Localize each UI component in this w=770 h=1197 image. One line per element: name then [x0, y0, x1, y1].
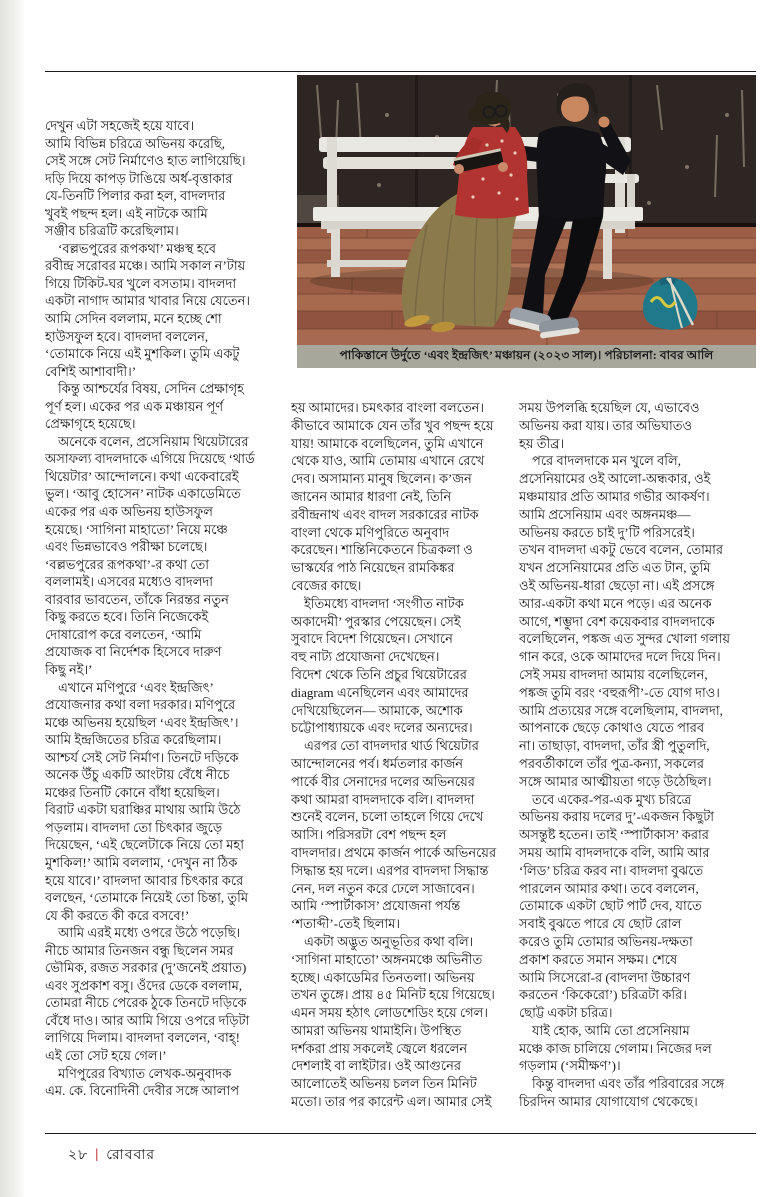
text-line: আমি প্রসেনিয়াম এবং অঙ্গনমঞ্চ— — [519, 506, 691, 522]
text-line: এবং সুপ্রকাশ বসু। ওঁদের ডেকে বললাম, — [45, 977, 243, 993]
text-line: দর্শকরা প্রায় সকলেই জ্বেলে ধরলেন — [291, 1040, 468, 1056]
text-line: ‘শতাব্দী’-তেই ছিলাম। — [291, 916, 401, 932]
text-line: এমন সময় হঠাৎ লোডশেডিং হয়ে গেল। — [291, 1005, 489, 1021]
text-line: কীভাবে আমাকে যেন তাঁর খুব পছন্দ হয়ে — [291, 417, 494, 433]
text-line: আশ্চর্য সেই সেট নির্মাণ। তিনটে দড়িকে — [45, 749, 239, 765]
text-line: এম. কে. বিনোদিনী দেবীর সঙ্গে আলাপ — [45, 1083, 240, 1099]
text-line: পঙ্কজ তুমি বরং ‘বহুরূপী’-তে যোগ দাও। — [519, 684, 720, 700]
text-line: গড়লাম (‘সমীক্ষণ’)। — [519, 1058, 621, 1074]
text-line: কথা আমরা বাদলদাকে বলি। বাদলদা — [291, 791, 475, 807]
article-column-3 — [519, 399, 754, 1117]
text-line: বারবার ভাবতেন, তাঁকে নিরন্তর নতুন — [45, 591, 229, 607]
text-line: সঙ্গে আমার আত্মীয়তা গড়ে উঠেছিল। — [519, 773, 712, 789]
text-line: এবং ভিন্নভাবেও পরীক্ষা চলেছে। — [45, 539, 208, 555]
text-line: ভাস্কর্যের পাঠ নিয়েছেন রামকিঙ্কর — [291, 560, 455, 576]
text-line: আমি ‘স্পার্টাকাস’ প্রযোজনা পর্যন্ত — [291, 898, 461, 914]
text-line: করতেন ‘কিকেরো’) চরিত্রটা করি। — [519, 987, 687, 1003]
text-line: দেব। অসামান্য মানুষ ছিলেন। ক’জন — [291, 471, 472, 487]
text-line: তবে একের-পর-এক মুখ্য চরিত্রে — [519, 791, 692, 807]
text-line: বিদেশ থেকে তিনি প্রচুর থিয়েটারের — [291, 666, 467, 682]
footer-divider-rule — [45, 1133, 756, 1134]
text-line: কিন্তু বাদলদা এবং তাঁর পরিবারের সঙ্গে — [519, 1076, 725, 1092]
text-line: একটা অদ্ভুত অনুভূতির কথা বলি। — [291, 933, 474, 949]
text-line: বলেছিলেন, পঙ্কজ এত সুন্দর খোলা গলায় — [519, 631, 730, 647]
text-line: মঞ্চে কাজ চালিয়ে গেলাম। নিজের দল — [519, 1040, 712, 1056]
text-line: সেই সময় বাদলদা আমায় বলেছিলেন, — [519, 666, 708, 682]
text-line: বেশিই আশাবাদী।’ — [45, 363, 137, 379]
text-line: পারলেন আমার কথা। তবে বললেন, — [519, 880, 699, 896]
top-divider-rule — [45, 71, 756, 72]
text-line: বেজের কাছে। — [291, 577, 362, 593]
text-line: মতো। তার পর কারেন্ট এল। আমার সেই — [291, 1094, 492, 1110]
text-line: দড়ি দিয়ে কাপড় টাঙিয়ে অর্ধ-বৃত্তাকার — [45, 170, 233, 186]
text-line: সেই সঙ্গে সেট নির্মাণেও হাত লাগিয়েছি। — [45, 153, 246, 169]
text-line: ওই অভিনয়-ধারা ছেড়ো না। এই প্রসঙ্গে — [519, 577, 715, 593]
text-line: হয় তীব্র। — [519, 435, 565, 451]
text-line: চট্টোপাধ্যায়কে এবং দলের অন্যদের। — [291, 720, 473, 736]
text-line: দোষারোপ করে বলতেন, ‘আমি — [45, 626, 202, 642]
text-line: এই তো সেট হয়ে গেল।’ — [45, 1047, 167, 1063]
footer-separator: | — [95, 1147, 100, 1162]
text-line: পরে বাদলদাকে মন খুলে বলি, — [519, 453, 681, 469]
text-line: সিদ্ধান্ত হয় দলে। এরপর বাদলদা সিদ্ধান্ত — [291, 862, 489, 878]
text-line: অসাফল্য বাদলদাকে এগিয়ে দিয়েছে ‘থার্ড — [45, 451, 255, 467]
text-line: আমি সেদিন বললাম, মনে হচ্ছে শো — [45, 311, 222, 327]
text-line: সময় আমি বাদলদাকে বলি, আমি আর — [519, 844, 710, 860]
text-line: অভিনয় করায় দলের দু’-একজন কিছুটা — [519, 809, 715, 825]
text-line: করেছেন। শান্তিনিকেতনে চিত্রকলা ও — [291, 542, 473, 558]
text-line: হচ্ছে। একাডেমির তিনতলা। অভিনয় — [291, 969, 475, 985]
text-line: আপনাকে ছেড়ে কোথাও যেতে পারব — [519, 720, 705, 736]
text-line: জানেন আমার ধারণা নেই, তিনি — [291, 488, 452, 504]
text-line: যে কী করতে কী করে বসবে!’ — [45, 907, 190, 923]
text-line: যখন প্রসেনিয়ামের প্রতি এত টান, তুমি — [519, 560, 711, 576]
text-line: মুশকিল!’ আমি বললাম, ‘দেখুন না ঠিক — [45, 854, 238, 870]
text-line: আমরা অভিনয় থামাইনি। উপস্থিত — [291, 1022, 462, 1038]
text-line: পরবর্তীকালে তাঁর পুত্র-কন্যা, সকলের — [519, 755, 704, 771]
text-line: বাদলদার। প্রথমে কার্জন পার্কে অভিনয়ের — [291, 844, 497, 860]
text-line: তখন তুঙ্গে। প্রায় ৪৫ মিনিট হয়ে গিয়েছে। — [291, 987, 495, 1003]
text-line: গিয়ে টিকিট-ঘর খুলে বসতাম। বাদলদা — [45, 275, 237, 291]
text-line: প্রকাশ করতে সমান সক্ষম। শেষে — [519, 951, 678, 967]
text-line: হয়েছে। ‘সাগিনা মাহাতো’ নিয়ে মঞ্চে — [45, 521, 228, 537]
article-column-2 — [291, 399, 518, 1117]
text-line: রবীন্দ্রনাথ এবং বাদল সরকারের নাটক — [291, 506, 479, 522]
text-line: আগে, শম্ভুদা বেশ কয়েকবার বাদলদাকে — [519, 613, 715, 629]
text-line: মণিপুরের বিখ্যাত লেখক-অনুবাদক — [45, 1065, 232, 1081]
text-line: ‘বল্লভপুরের রূপকথা’-র কথা তো — [45, 556, 210, 572]
text-line: তখন বাদলদা একটু ভেবে বলেন, তোমার — [519, 542, 724, 558]
text-line: আমি সিসেরো-র (বাদলদা উচ্চারণ — [519, 969, 691, 985]
text-line: তোমাকে একটা ছোট পার্ট দেব, যাতে — [519, 898, 702, 914]
text-line: এখানে মণিপুরে ‘এবং ইন্দ্রজিৎ’ — [45, 679, 214, 695]
text-line: অসন্তুষ্ট হতেন। তাই ‘স্পার্টাকাস’ করার — [519, 827, 709, 843]
text-line: করেও তুমি তোমার অভিনয়-দক্ষতা — [519, 933, 693, 949]
scanned-page-edge — [0, 0, 26, 1197]
text-line: খুবই পছন্দ হল। এই নাটকে আমি — [45, 205, 208, 221]
text-line: পড়লাম। বাদলদা তো চিৎকার জুড়ে — [45, 819, 223, 835]
magazine-title: রোববার — [106, 1148, 156, 1163]
text-line: ভুল। ‘আবু হোসেন’ নাটক একাডেমিতে — [45, 486, 241, 502]
text-line: একের পর এক অভিনয় হাউসফুল — [45, 504, 213, 520]
text-line: আসি। পরিসরটা বেশ পছন্দ হল — [291, 827, 447, 843]
text-line: রবীন্দ্র সরোবর মঞ্চে। আমি সকাল ন’টায় — [45, 258, 246, 274]
text-line: আমি এরই মধ্যে ওপরে উঠে পড়েছি। — [45, 925, 241, 941]
text-line: অনেকে বলেন, প্রসেনিয়াম থিয়েটারের — [45, 433, 249, 449]
text-line: ‘বল্লভপুরের রূপকথা’ মঞ্চস্থ হবে — [45, 240, 217, 256]
page-footer — [68, 1143, 155, 1167]
text-line: সঞ্জীব চরিত্রটি করেছিলাম। — [45, 223, 179, 239]
article-column-1 — [45, 117, 288, 1112]
text-line: আমি বিভিন্ন চরিত্রে অভিনয় করেছি, — [45, 135, 225, 151]
photo-caption — [297, 345, 756, 368]
text-line: দিয়েছেন, ‘এই ছেলেটাকে নিয়ে তো মহা — [45, 837, 244, 853]
text-line: diagram এনেছিলেন এবং আমাদের — [291, 684, 469, 700]
text-line: অকাদেমী’ পুরস্কার পেয়েছেন। সেই — [291, 613, 461, 629]
text-line: বাংলা থেকে মণিপুরিতে অনুবাদ — [291, 524, 450, 540]
text-line: নেন, দল নতুন করে ঢেলে সাজাবেন। — [291, 880, 475, 896]
text-line: বহু নাট্য প্রযোজনা দেখেছেন। — [291, 649, 440, 665]
text-line: কিন্তু আশ্চর্যের বিষয়, সেদিন প্রেক্ষাগৃহ — [45, 381, 244, 397]
text-line: আর-একটা কথা মনে পড়ে। এর অনেক — [519, 595, 712, 611]
text-line: নীচে আমার তিনজন বন্ধু ছিলেন সমর — [45, 942, 234, 958]
text-line: বিরাট একটা ঘরাঞ্চির মাথায় আমি উঠে — [45, 802, 241, 818]
text-line: আলোতেই অভিনয় চলল তিন মিনিট — [291, 1076, 477, 1092]
text-line: বললামই। এসবের মধ্যেও বাদলদা — [45, 574, 214, 590]
text-line: যে-তিনটি পিলার করা হল, বাদলদার — [45, 188, 226, 204]
text-line: হাউসফুল হবে। বাদলদা বললেন, — [45, 328, 209, 344]
text-line: কিছু করতে হবে। তিনি নিজেকেই — [45, 609, 209, 625]
text-line: অনেক উঁচু একটি আংটায় বেঁধে নীচে — [45, 767, 230, 783]
text-line: হয় আমাদের। চমৎকার বাংলা বলতেন। — [291, 400, 485, 415]
text-line: দেখিয়েছিলেন— আমাকে, অশোক — [291, 702, 463, 718]
text-line: শুনেই বলেন, চলো তাহলে গিয়ে দেখে — [291, 809, 484, 825]
text-line: কিছু নই।’ — [45, 661, 93, 677]
text-line: আমি ইন্দ্রজিতের চরিত্র করেছিলাম। — [45, 732, 222, 748]
stage-photo — [297, 75, 756, 345]
text-line: পূর্ণ হল। একের পর এক মঞ্চায়ন পূর্ণ — [45, 398, 224, 414]
text-line: চিরদিন আমার যোগাযোগ থেকেছে। — [519, 1094, 698, 1110]
text-line: লাগিয়ে দিলাম। বাদলদা বললেন, ‘বাহ্! — [45, 1030, 240, 1046]
text-line: যায়! আমাকে বলেছিলেন, তুমি এখানে — [291, 435, 484, 451]
text-line: দেখুন এটা সহজেই হয়ে যাবে। — [45, 118, 195, 133]
text-line: থিয়েটার’ আন্দোলনে। কথা একেবারেই — [45, 468, 239, 484]
text-line: অভিনয় করা যায়। তার অভিঘাতও — [519, 417, 693, 433]
text-line: পার্কে বীর সেনাদের দলের অভিনয়ের — [291, 773, 475, 789]
text-line: বলছেন, ‘তোমাকে নিয়েই তো চিন্তা, তুমি — [45, 890, 249, 906]
page-number: ২৮ — [68, 1148, 89, 1163]
text-line: ইতিমধ্যে বাদলদা ‘সংগীত নাটক — [291, 595, 464, 611]
text-line: ‘তোমাকে নিয়ে এই মুশকিল। তুমি একটু — [45, 346, 240, 362]
text-line: সবাই বুঝতে পারে যে ছোট রোল — [519, 916, 682, 932]
text-line: প্রযোজক বা নির্দেশক হিসেবে দারুণ — [45, 644, 222, 660]
text-line: মঞ্চমায়ার প্রতি আমার গভীর আকর্ষণ। — [519, 488, 710, 504]
text-line: আন্দোলনের পর্ব। ধর্মতলার কার্জন — [291, 755, 463, 771]
text-line: প্রসেনিয়ামের ওই আলো-অন্ধকার, ওই — [519, 471, 711, 487]
text-line: দেশলাই বা লাইটার। ওই আগুনের — [291, 1058, 462, 1074]
text-line: প্রযোজনার কথা বলা দরকার। মণিপুরে — [45, 697, 236, 713]
text-line: ‘লিড’ চরিত্র করব না। বাদলদা বুঝতে — [519, 862, 704, 878]
text-line: ভৌমিক, রজত সরকার (দু’জনেই প্রয়াত) — [45, 960, 247, 976]
stage-photo-illustration — [297, 75, 756, 345]
text-line: হয়ে যাবে।’ বাদলদা আবার চিৎকার করে — [45, 872, 244, 888]
text-line: বেঁধে দাও। আর আমি গিয়ে ওপরে দড়িটা — [45, 1012, 250, 1028]
text-line: মঞ্চে অভিনয় হয়েছিল ‘এবং ইন্দ্রজিৎ’। — [45, 714, 239, 730]
text-line: প্রেক্ষাগৃহে হয়েছে। — [45, 416, 136, 432]
text-line: সুবাদে বিদেশ গিয়েছেন। সেখানে — [291, 631, 453, 647]
text-line: একটা নাগাদ আমার খাবার নিয়ে যেতেন। — [45, 293, 251, 309]
text-line: এরপর তো বাদলদার থার্ড থিয়েটার — [291, 738, 479, 754]
text-line: মঞ্চের তিনটি কোনে বাঁধা হয়েছিল। — [45, 784, 220, 800]
text-line: ‘সাগিনা মাহাতো’ অঙ্গনমঞ্চে অভিনীত — [291, 951, 483, 967]
text-line: না। তাছাড়া, বাদলদা, তাঁর স্ত্রী পুতুলদি, — [519, 738, 710, 754]
text-line: গান করে, ওকে আমাদের দলে দিয়ে দিন। — [519, 649, 721, 665]
text-line: ছোট্ট একটা চরিত্র। — [519, 1005, 613, 1021]
text-line: সময় উপলব্ধি হয়েছিল যে, এভাবেও — [519, 400, 700, 415]
photo-caption-text: পাকিস্তানে উর্দুতে ‘এবং ইন্দ্রজিৎ’ মঞ্চায়ন (২০২৩ সাল)। পরিচালনা: বাবর আলি — [339, 347, 714, 362]
text-line: থেকে যাও, আমি তোমায় এখানে রেখে — [291, 453, 485, 469]
text-line: যাই হোক, আমি তো প্রসেনিয়াম — [519, 1022, 690, 1038]
text-line: তোমরা নীচে পেরেক ঠুকে তিনটে দড়িকে — [45, 995, 247, 1011]
text-line: অভিনয় করতে চাই দু’টি পরিসরেই। — [519, 524, 695, 540]
text-line: আমি প্রত্যয়ের সঙ্গে বলেছিলাম, বাদলদা, — [519, 702, 723, 718]
